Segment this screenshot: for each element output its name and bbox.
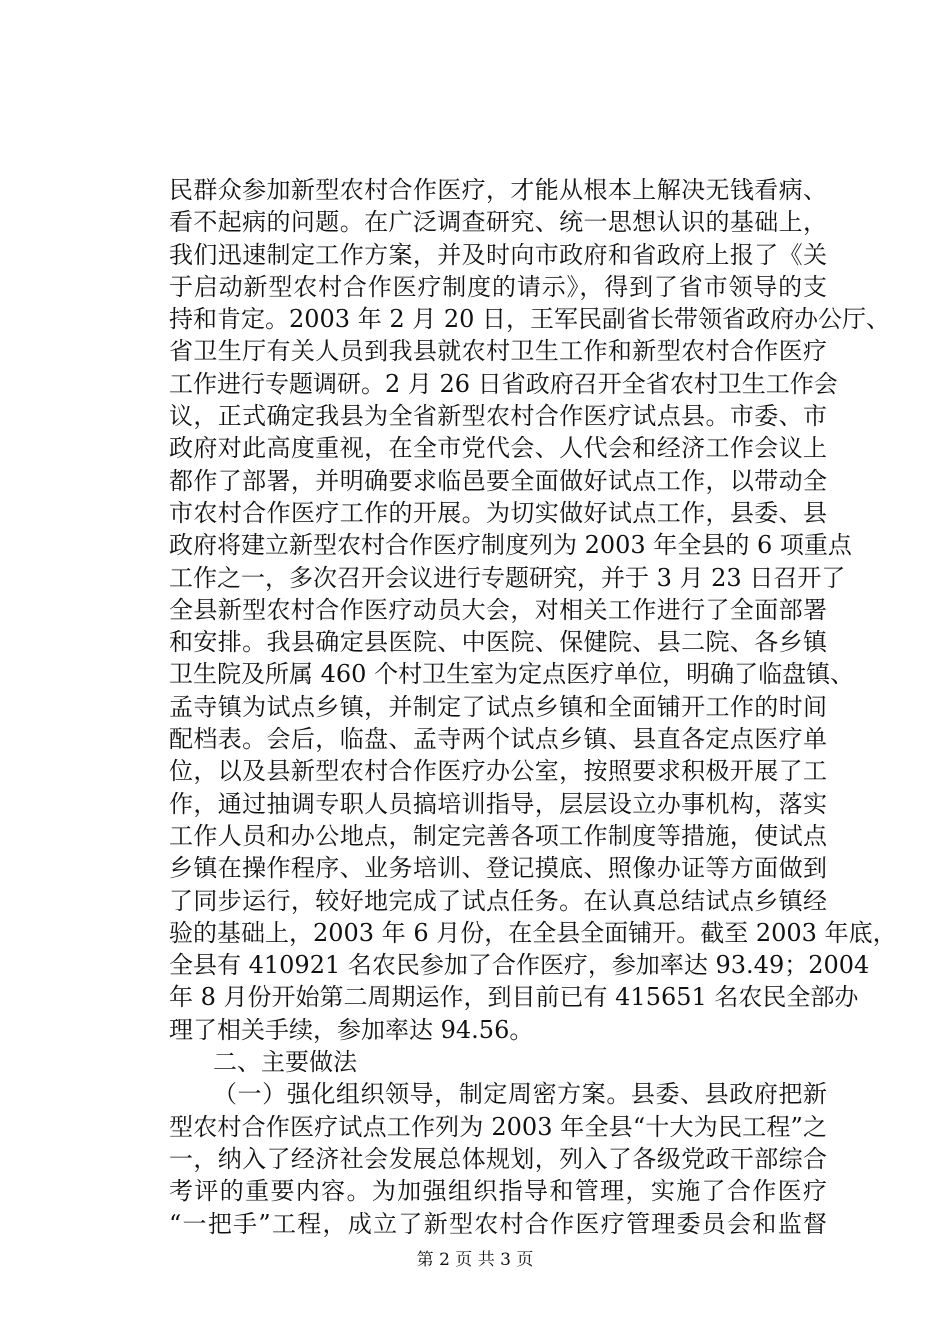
- paragraph-line: 都作了部署，并明确要求临邑要全面做好试点工作，以带动全: [169, 466, 827, 495]
- paragraph-line: 位，以及县新型农村合作医疗办公室，按照要求积极开展了工: [169, 757, 827, 786]
- paragraph-line: 工作之一，多次召开会议进行专题研究，并于 3 月 23 日召开了: [169, 563, 846, 592]
- paragraph-line: 政府将建立新型农村合作医疗制度列为 2003 年全县的 6 项重点: [169, 531, 852, 560]
- paragraph-line: 孟寺镇为试点乡镇，并制定了试点乡镇和全面铺开工作的时间: [169, 692, 827, 721]
- paragraph-line: 工作进行专题调研。2 月 26 日省政府召开全省农村卫生工作会: [169, 369, 838, 398]
- paragraph-line: 于启动新型农村合作医疗制度的请示》，得到了省市领导的支: [169, 272, 827, 301]
- paragraph-line: 理了相关手续，参加率达 94.56。: [169, 1015, 534, 1044]
- page-number-footer: 第 2 页 共 3 页: [416, 1250, 534, 1270]
- paragraph-line: 型农村合作医疗试点工作列为 2003 年全县“十大为民工程”之: [169, 1112, 827, 1141]
- paragraph-line: 年 8 月份开始第二周期运作，到目前已有 415651 名农民全部办: [169, 983, 859, 1012]
- paragraph-line: 工作人员和办公地点，制定完善各项工作制度等措施，使试点: [169, 821, 827, 850]
- paragraph-line: 市农村合作医疗工作的开展。为切实做好试点工作，县委、县: [169, 498, 827, 527]
- paragraph-line: 一，纳入了经济社会发展总体规划，列入了各级党政干部综合: [169, 1144, 827, 1173]
- paragraph-line: 了同步运行，较好地完成了试点任务。在认真总结试点乡镇经: [169, 886, 827, 915]
- paragraph-line: 全县新型农村合作医疗动员大会，对相关工作进行了全面部署: [169, 595, 827, 624]
- paragraph-line: （一）强化组织领导，制定周密方案。县委、县政府把新: [213, 1080, 827, 1109]
- paragraph-line: 议，正式确定我县为全省新型农村合作医疗试点县。市委、市: [169, 402, 827, 431]
- paragraph-line: 我们迅速制定工作方案，并及时向市政府和省政府上报了《关: [169, 240, 827, 269]
- paragraph-line: 考评的重要内容。为加强组织指导和管理，实施了合作医疗: [169, 1177, 827, 1206]
- paragraph-line: 乡镇在操作程序、业务培训、登记摸底、照像办证等方面做到: [169, 854, 827, 883]
- paragraph-line: 作，通过抽调专职人员搞培训指导，层层设立办事机构，落实: [169, 789, 827, 818]
- paragraph-line: 持和肯定。2003 年 2 月 20 日，王军民副省长带领省政府办公厅、: [169, 305, 891, 334]
- section-heading: 二、主要做法: [213, 1048, 357, 1077]
- paragraph-line: 民群众参加新型农村合作医疗，才能从根本上解决无钱看病、: [169, 176, 827, 204]
- paragraph-line: “一把手”工程，成立了新型农村合作医疗管理委员会和监督: [169, 1209, 827, 1238]
- paragraph-line: 配档表。会后，临盘、孟寺两个试点乡镇、县直各定点医疗单: [169, 725, 827, 754]
- paragraph-line: 政府对此高度重视，在全市党代会、人代会和经济工作会议上: [169, 434, 827, 463]
- document-body: [169, 174, 897, 1240]
- paragraph-line: 验的基础上，2003 年 6 月份，在全县全面铺开。截至 2003 年底，: [169, 918, 897, 947]
- paragraph-line: 全县有 410921 名农民参加了合作医疗，参加率达 93.49；2004: [169, 951, 870, 980]
- paragraph-line: 卫生院及所属 460 个村卫生室为定点医疗单位，明确了临盘镇、: [169, 660, 855, 689]
- paragraph-line: 看不起病的问题。在广泛调查研究、统一思想认识的基础上，: [169, 208, 827, 237]
- paragraph-line: 和安排。我县确定县医院、中医院、保健院、县二院、各乡镇: [169, 628, 827, 657]
- paragraph-line: 省卫生厅有关人员到我县就农村卫生工作和新型农村合作医疗: [169, 337, 827, 366]
